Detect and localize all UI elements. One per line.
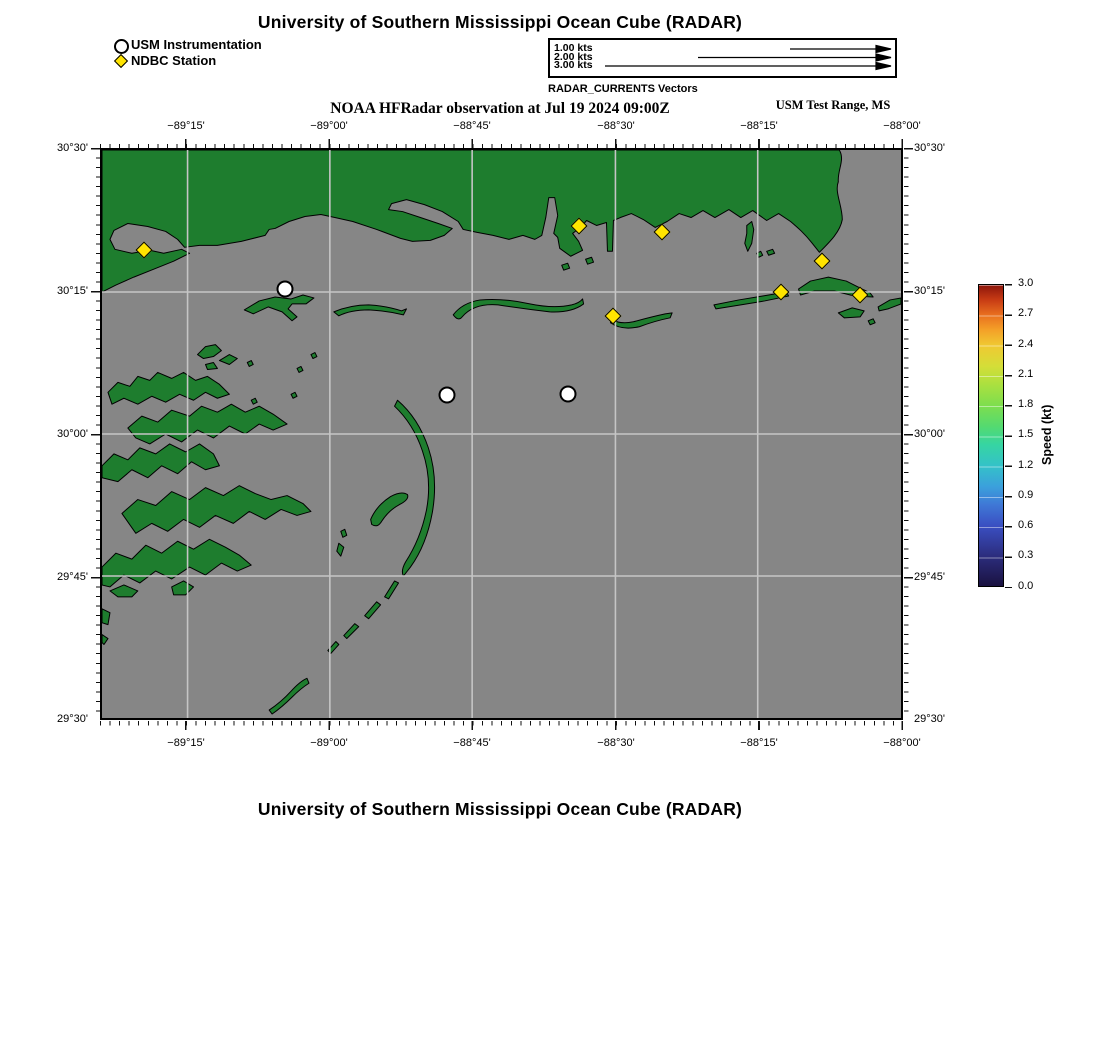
x-tick-label: −88°30' (597, 737, 635, 749)
marsh-islands (102, 345, 317, 645)
coastline-graphic (102, 150, 901, 718)
top-axis-ticks (100, 139, 903, 148)
vector-scale-caption: RADAR_CURRENTS Vectors (548, 83, 698, 95)
colorbar-axis-label: Speed (kt) (1040, 404, 1054, 466)
vector-scale-box (548, 38, 897, 78)
usm-circle-icon (114, 39, 129, 54)
scale-arrows (550, 40, 894, 75)
colorbar-tick-label: 2.4 (1018, 338, 1034, 350)
left-axis-ticks (91, 148, 100, 720)
colorbar-tick-label: 0.9 (1018, 489, 1034, 501)
x-tick-label: −88°45' (453, 737, 491, 749)
colorbar-tick-label: 1.2 (1018, 459, 1034, 471)
y-tick-label: 29°30' (914, 713, 945, 725)
usm-instrument-marker (277, 281, 294, 298)
map-plot (100, 148, 903, 720)
bottom-axis-ticks (100, 721, 903, 730)
x-tick-label: −89°15' (167, 120, 205, 132)
scale-3kt-label: 3.00 kts (554, 59, 593, 71)
y-tick-label: 30°15' (57, 285, 88, 297)
colorbar-tick-label: 0.3 (1018, 549, 1034, 561)
x-tick-label: −88°15' (740, 737, 778, 749)
right-axis-ticks (904, 148, 913, 720)
usm-instrument-marker (560, 386, 577, 403)
x-tick-label: −88°00' (883, 737, 921, 749)
x-tick-label: −88°30' (597, 120, 635, 132)
x-tick-label: −88°00' (883, 120, 921, 132)
observation-subtitle: NOAA HFRadar observation at Jul 19 2024 09:00Z (330, 100, 670, 117)
x-tick-label: −88°15' (740, 120, 778, 132)
test-range-label: USM Test Range, MS (775, 98, 891, 112)
y-tick-label: 30°00' (914, 428, 945, 440)
x-tick-label: −89°15' (167, 737, 205, 749)
colorbar-tick-label: 0.6 (1018, 519, 1034, 531)
colorbar-tick-label: 2.1 (1018, 368, 1034, 380)
y-tick-label: 29°45' (57, 571, 88, 583)
colorbar-ticks (1005, 284, 1012, 588)
speed-colorbar (978, 284, 1004, 587)
y-tick-label: 29°30' (57, 713, 88, 725)
y-tick-label: 30°00' (57, 428, 88, 440)
colorbar-tick-label: 0.0 (1018, 580, 1034, 592)
y-tick-label: 30°30' (914, 142, 945, 154)
colorbar-tick-label: 3.0 (1018, 277, 1034, 289)
colorbar-tick-label: 2.7 (1018, 307, 1034, 319)
x-tick-label: −89°00' (310, 737, 348, 749)
footer-title: University of Southern Mississippi Ocean Cube (RADAR) (257, 799, 743, 819)
usm-instrument-marker (439, 387, 456, 404)
y-tick-label: 29°45' (914, 571, 945, 583)
colorbar-tick-label: 1.5 (1018, 428, 1034, 440)
y-tick-label: 30°15' (914, 285, 945, 297)
y-tick-label: 30°30' (57, 142, 88, 154)
chandeleur-islands (269, 400, 434, 714)
page-title: University of Southern Mississippi Ocean Cube (RADAR) (257, 12, 743, 32)
x-tick-label: −88°45' (453, 120, 491, 132)
scale-1kt-label: 1.00 kts (554, 42, 593, 54)
legend-usm-label: USM Instrumentation (131, 37, 262, 52)
scale-arrow-icon (605, 46, 891, 70)
scale-2kt-label: 2.00 kts (554, 50, 593, 63)
legend-ndbc-label: NDBC Station (131, 53, 217, 68)
colorbar-tick-label: 1.8 (1018, 398, 1034, 410)
x-tick-label: −89°00' (310, 120, 348, 132)
ndbc-diamond-icon (114, 54, 128, 68)
